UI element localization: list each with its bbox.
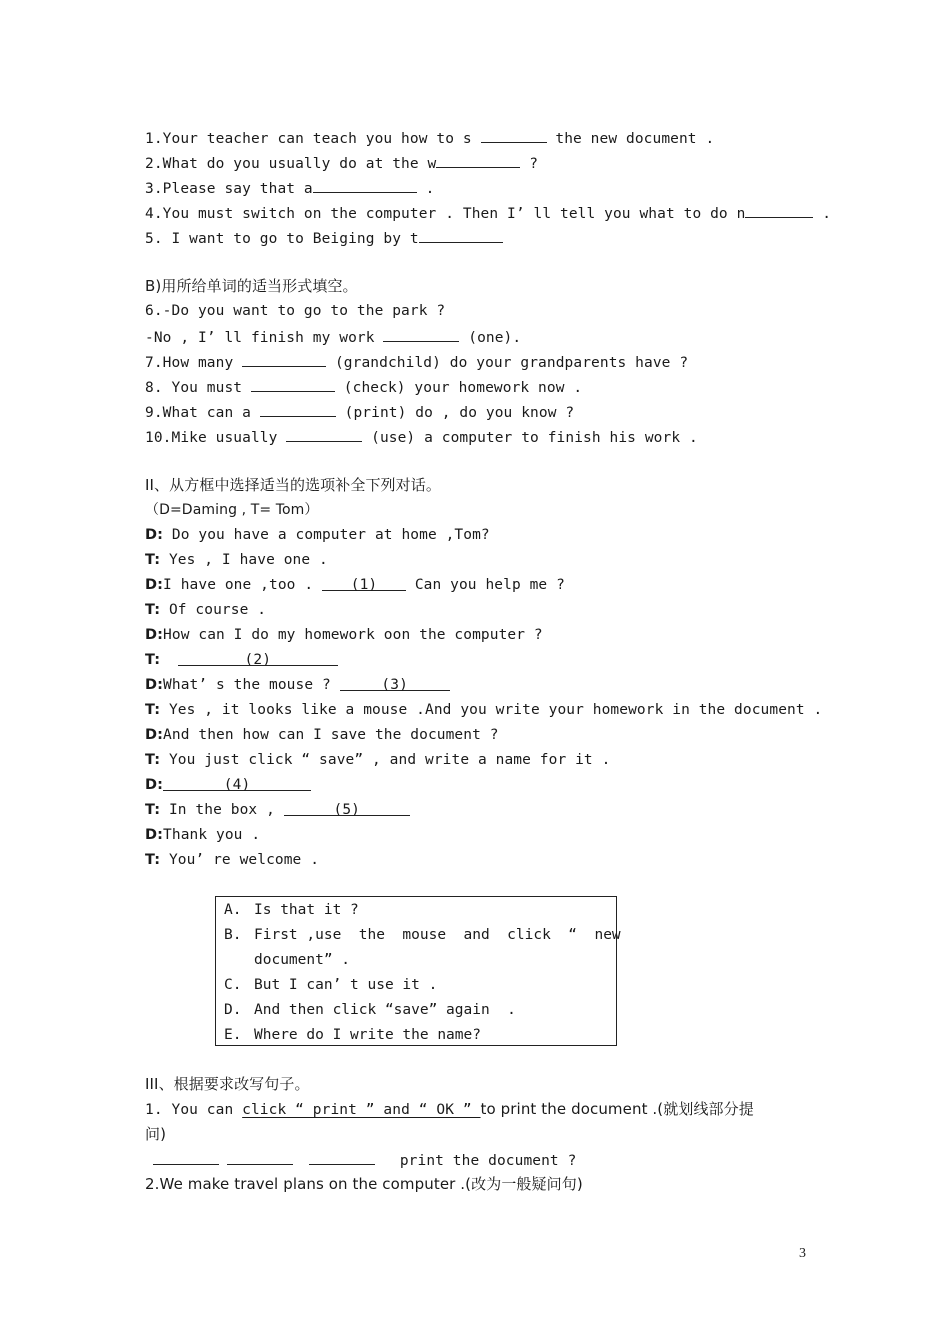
question-text: ?: [520, 156, 539, 172]
option-letter: C.: [224, 977, 242, 993]
dialogue-text: What’ s the mouse ?: [163, 677, 340, 693]
dialogue-text: I have one ,too .: [163, 577, 322, 593]
dialogue-text: Of course .: [160, 602, 267, 618]
dialogue-text: You’ re welcome .: [160, 852, 320, 868]
option-letter: A.: [224, 902, 242, 918]
dialogue-blank-2[interactable]: (2): [178, 649, 338, 666]
question-3: [145, 176, 434, 198]
question-text: 1.Your teacher can teach you how to s: [145, 131, 481, 147]
option-text: Is that it ?: [254, 902, 359, 918]
section-2-heading: II、从方框中选择适当的选项补全下列对话。: [145, 476, 441, 494]
question-text: 7.How many: [145, 355, 243, 371]
dialogue-line: [145, 774, 311, 796]
answer-blank[interactable]: [745, 201, 813, 218]
speaker-label: D:: [145, 827, 164, 843]
answer-blank[interactable]: [481, 126, 547, 143]
question-text: 5. I want to go to Beiging by t: [145, 231, 419, 247]
question-5: [145, 226, 503, 248]
dialogue-text: In the box ,: [160, 802, 284, 818]
speaker-label: D:: [145, 777, 164, 793]
question-text: 10.Mike usually: [145, 430, 287, 446]
answer-blank[interactable]: [251, 375, 335, 392]
speaker-label: T:: [145, 852, 161, 868]
option-text: And then click “save” again .: [254, 1002, 516, 1018]
rewrite-answer-1: [145, 1148, 576, 1170]
question-text: 4.You must switch on the computer . Then I’ ll tell you what to do n: [145, 206, 746, 222]
dialogue-text: How can I do my homework oon the computer ?: [163, 627, 543, 643]
dialogue-line: [145, 674, 450, 696]
question-10: [145, 425, 698, 447]
dialogue-blank-3[interactable]: (3): [340, 674, 450, 691]
dialogue-blank-1[interactable]: (1): [322, 574, 406, 591]
speaker-label: D:: [145, 527, 164, 543]
speaker-label: T:: [145, 702, 161, 718]
option-letter: B.: [224, 927, 242, 943]
question-text: (print) do , do you know ?: [335, 405, 575, 421]
question-text: (use) a computer to finish his work .: [362, 430, 698, 446]
speaker-label: D:: [145, 627, 164, 643]
question-text: .: [813, 206, 832, 222]
speaker-label: D:: [145, 577, 164, 593]
underlined-phrase: click “ print ” and “ OK ”: [242, 1102, 481, 1118]
question-text: (one).: [459, 330, 522, 346]
dialogue-blank-5[interactable]: (5): [284, 799, 410, 816]
dialogue-text: Yes , it looks like a mouse .And you write your homework in the document .: [160, 702, 823, 718]
question-text: (grandchild) do your grandparents have ?: [326, 355, 689, 371]
option-text: document” .: [254, 952, 351, 968]
speaker-label: D:: [145, 677, 164, 693]
answer-blank[interactable]: [419, 226, 503, 243]
speaker-legend: （D=Daming , T= Tom）: [145, 502, 319, 518]
option-a: [224, 899, 359, 921]
question-8: [145, 375, 582, 397]
speaker-label: D:: [145, 727, 164, 743]
dialogue-line: [145, 599, 266, 621]
dialogue-text: Thank you .: [163, 827, 261, 843]
rewrite-question-2: [145, 1173, 583, 1195]
question-text: to print the document .(就划线部分提: [480, 1100, 754, 1118]
section-b-heading: B)用所给单词的适当形式填空。: [145, 277, 358, 295]
question-text: 2.We make travel plans on the computer .(改为一般疑问句): [145, 1175, 583, 1193]
dialogue-line: [145, 524, 490, 546]
question-6-line2: [145, 325, 521, 347]
dialogue-line: [145, 749, 610, 771]
question-1: [145, 126, 714, 148]
question-text: the new document .: [546, 131, 715, 147]
dialogue-text: [160, 652, 178, 668]
question-text: 9.What can a: [145, 405, 260, 421]
option-d: [224, 999, 516, 1021]
answer-blank[interactable]: [313, 176, 417, 193]
dialogue-line: [145, 649, 338, 671]
answer-blank[interactable]: [260, 400, 336, 417]
question-text: (check) your homework now .: [334, 380, 583, 396]
answer-blank[interactable]: [227, 1148, 293, 1165]
speaker-label: T:: [145, 652, 161, 668]
dialogue-line: [145, 724, 499, 746]
dialogue-text: Can you help me ?: [405, 577, 565, 593]
question-text: 2.What do you usually do at the w: [145, 156, 437, 172]
answer-blank[interactable]: [436, 151, 520, 168]
section-3-heading: III、根据要求改写句子。: [145, 1075, 310, 1093]
dialogue-text: Yes , I have one .: [160, 552, 328, 568]
dialogue-blank-4[interactable]: (4): [163, 774, 311, 791]
question-text: print the document ?: [391, 1153, 577, 1169]
speaker-label: T:: [145, 752, 161, 768]
question-2: [145, 151, 538, 173]
speaker-label: T:: [145, 552, 161, 568]
question-9: [145, 400, 574, 422]
dialogue-text: Do you have a computer at home ,Tom?: [163, 527, 490, 543]
answer-blank[interactable]: [286, 425, 362, 442]
option-e: [224, 1024, 481, 1046]
dialogue-line: [145, 799, 410, 821]
dialogue-line: [145, 549, 328, 571]
dialogue-line: [145, 849, 319, 871]
option-text: Where do I write the name?: [254, 1027, 481, 1043]
option-text: But I can’ t use it .: [254, 977, 438, 993]
option-b: [224, 924, 621, 946]
dialogue-line: [145, 699, 822, 721]
question-text: 1. You can: [145, 1102, 243, 1118]
answer-blank[interactable]: [153, 1148, 219, 1165]
dialogue-line: [145, 624, 543, 646]
option-text: First ,use the mouse and click “ new: [254, 927, 621, 943]
rewrite-question-1: [145, 1098, 754, 1120]
option-letter: E.: [224, 1027, 242, 1043]
question-text: 3.Please say that a: [145, 181, 313, 197]
answer-blank[interactable]: [242, 350, 326, 367]
question-text: 8. You must: [145, 380, 251, 396]
option-c: [224, 974, 438, 996]
question-6-line1: 6.-Do you want to go to the park ?: [145, 303, 446, 319]
speaker-label: T:: [145, 802, 161, 818]
page-number: 3: [799, 1246, 806, 1261]
option-letter: D.: [224, 1002, 242, 1018]
question-7: [145, 350, 688, 372]
dialogue-line: [145, 824, 260, 846]
speaker-label: T:: [145, 602, 161, 618]
dialogue-text: And then how can I save the document ?: [163, 727, 499, 743]
rewrite-question-1-cont: 问): [145, 1125, 167, 1143]
question-text: -No , I’ ll finish my work: [145, 330, 384, 346]
dialogue-text: You just click “ save” , and write a name for it .: [160, 752, 611, 768]
answer-blank[interactable]: [383, 325, 459, 342]
question-4: [145, 201, 831, 223]
answer-blank[interactable]: [309, 1148, 375, 1165]
options-box: [215, 896, 621, 1046]
dialogue-line: [145, 574, 565, 596]
question-text: .: [416, 181, 435, 197]
